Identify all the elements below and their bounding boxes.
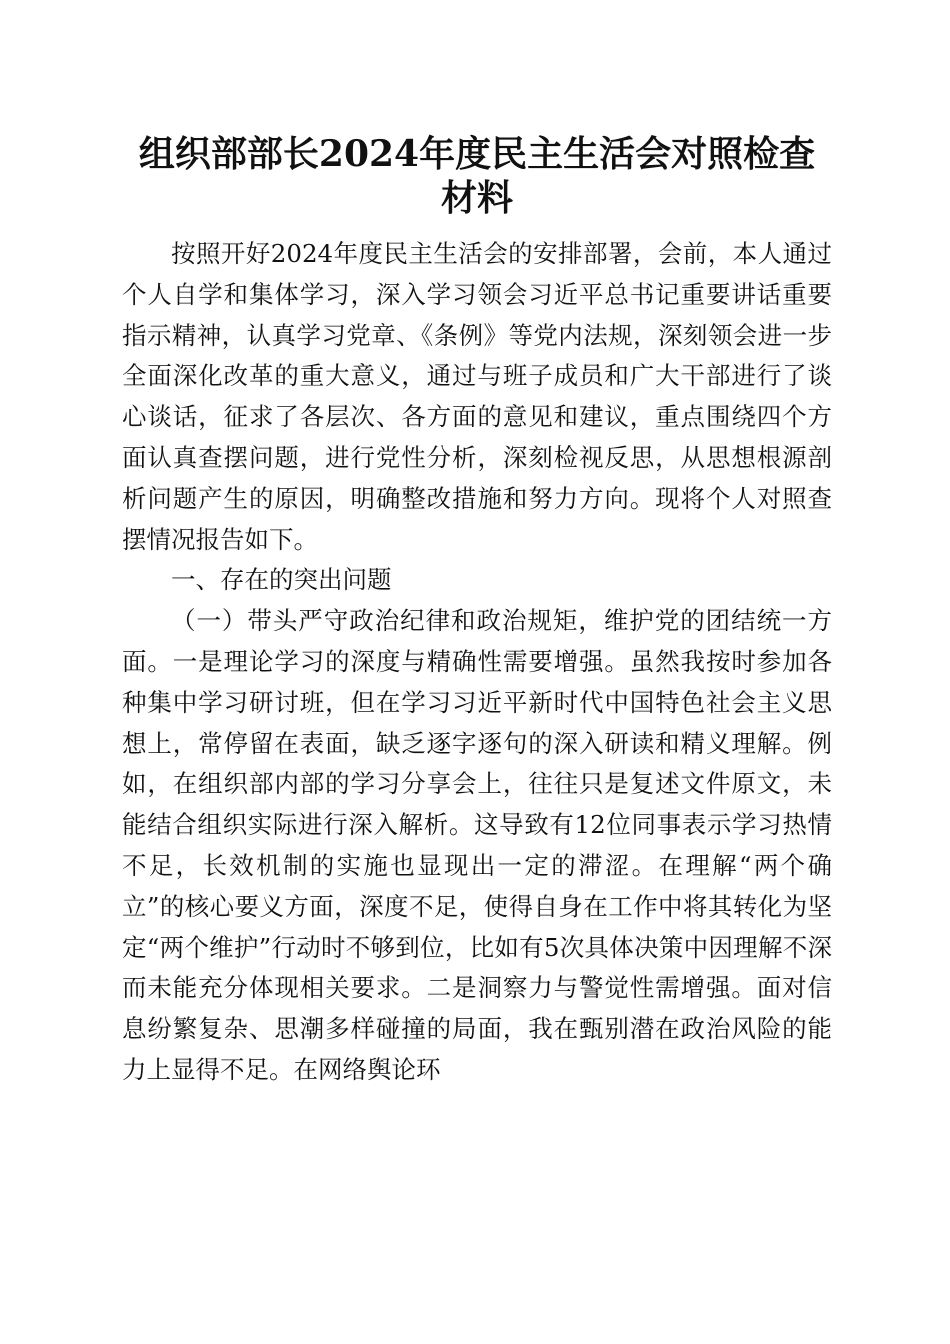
section-heading: 一、存在的突出问题 [171, 565, 392, 595]
document-title: 组织部部长2024年度民主生活会对照检查材料 [138, 133, 816, 219]
section-paragraph: （一）带头严守政治纪律和政治规矩，维护党的团结统一方面。一是理论学习的深度与精确性需要增强。虽然我按时参加各种集中学习研讨班，但在学习习近平新时代中国特色社会主义思想上，常停留在表面，缺乏逐字逐句的深入研读和精义理解。例如，在组织部内部的学习分享会上，往往只是复述文件原文，未能结合组织实际进行深入解析。这导致有12位同事表示学习热情不足，长效机制的实施也显现出一定的滞涩。在理解“两个确立”的核心要义方面，深度不足，使得自身在工作中将其转化为坚定“两个维护”行动时不够到位，比如有5次具体决策中因理解不深而未能充分体现相关要求。二是洞察力与警觉性需增强。面对信息纷繁复杂、思潮多样碰撞的局面，我在甄别潜在政治风险的能力上显得不足。在网络舆论环 [122, 606, 832, 1084]
intro-paragraph: 按照开好2024年度民主生活会的安排部署，会前，本人通过个人自学和集体学习，深入学习领会习近平总书记重要讲话重要指示精神，认真学习党章、《条例》等党内法规，深刻领会进一步全面深化改革的重大意义，通过与班子成员和广大干部进行了谈心谈话，征求了各层次、各方面的意见和建议，重点围绕四个方面认真查摆问题，进行党性分析，深刻检视反思，从思想根源剖析问题产生的原因，明确整改措施和努力方向。现将个人对照查摆情况报告如下。 [122, 239, 832, 554]
